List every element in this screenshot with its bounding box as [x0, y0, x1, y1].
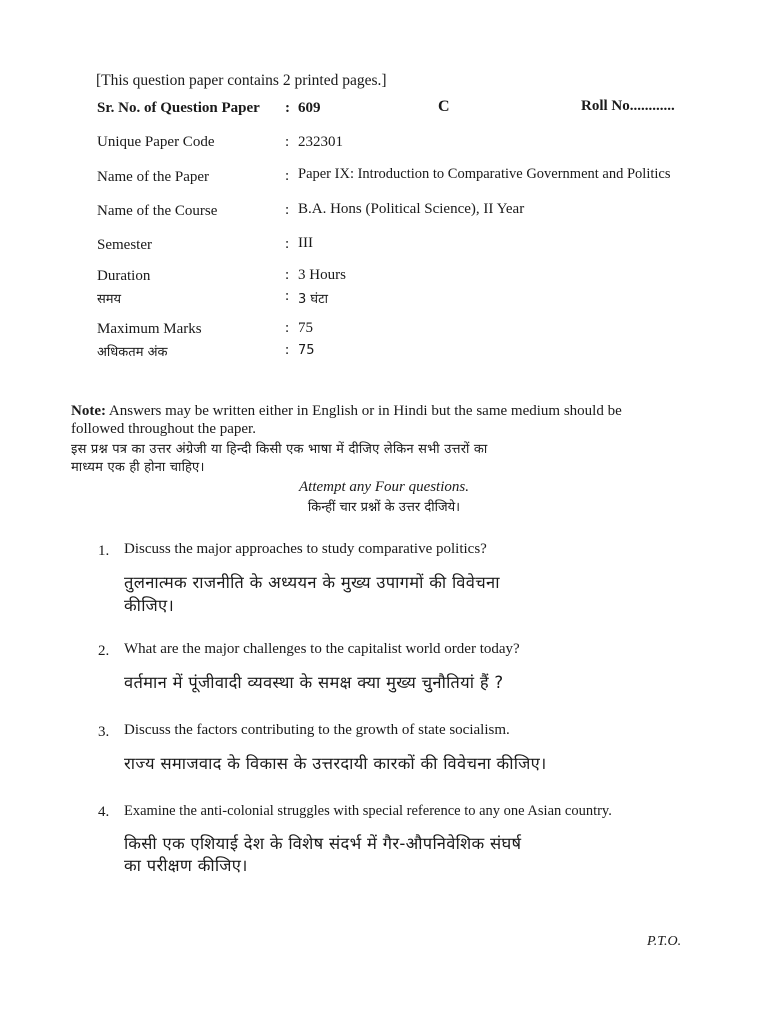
question-hindi-line-1: वर्तमान में पूंजीवादी व्यवस्था के समक्ष क्या मुख्य चुनौतियां हैं ?	[124, 673, 504, 692]
note-line-1	[71, 403, 622, 420]
note-line-2: followed throughout the paper.	[71, 421, 256, 437]
detail-colon: :	[285, 288, 290, 304]
detail-label: Name of the Paper	[97, 169, 210, 185]
detail-label-hindi: अधिकतम अंक	[97, 345, 168, 360]
detail-colon: :	[285, 320, 290, 336]
detail-label: Semester	[97, 237, 152, 253]
detail-label-hindi: समय	[97, 292, 122, 307]
question-number: 2.	[98, 643, 110, 659]
question-hindi-line-1: राज्य समाजवाद के विकास के उत्तरदायी कारकों की विवेचना कीजिए।	[124, 754, 547, 773]
detail-colon: :	[285, 267, 290, 283]
detail-label: Name of the Course	[97, 203, 218, 219]
instruction-hindi: किन्हीं चार प्रश्नों के उत्तर दीजिये।	[307, 500, 461, 515]
question-number: 4.	[98, 804, 110, 820]
detail-colon: :	[285, 342, 290, 358]
question-hindi-line-1: तुलनात्मक राजनीति के अध्ययन के मुख्य उपागमों की विवेचना	[124, 573, 500, 592]
sr-no-value: 609	[298, 100, 321, 116]
max-marks-value: 75	[298, 320, 313, 336]
question-english: What are the major challenges to the capitalist world order today?	[124, 641, 520, 657]
course-name: B.A. Hons (Political Science), II Year	[298, 201, 525, 217]
note-text: Answers may be written either in English or in Hindi but the same medium should be	[105, 403, 622, 419]
pto-marker: P.T.O.	[647, 934, 682, 949]
detail-colon: :	[285, 202, 290, 218]
max-marks-value-hindi: 75	[298, 343, 315, 358]
question-hindi-line-2: का परीक्षण कीजिए।	[124, 856, 248, 875]
roll-no: Roll No............	[581, 98, 675, 114]
note-hindi-line-2: माध्यम एक ही होना चाहिए।	[71, 460, 205, 475]
semester-value: III	[298, 235, 313, 251]
unique-paper-code: 232301	[298, 134, 343, 150]
duration-value-hindi: 3 घंटा	[298, 292, 329, 307]
set-code: C	[438, 98, 450, 115]
detail-label: Maximum Marks	[97, 321, 202, 337]
question-number: 1.	[98, 543, 110, 559]
question-english: Discuss the factors contributing to the growth of state socialism.	[124, 722, 510, 738]
detail-colon: :	[285, 168, 290, 184]
question-hindi-line-1: किसी एक एशियाई देश के विशेष संदर्भ में गैर-औपनिवेशिक संघर्ष	[124, 834, 522, 853]
detail-colon: :	[285, 236, 290, 252]
detail-colon: :	[285, 134, 290, 150]
detail-label: Unique Paper Code	[97, 134, 215, 150]
question-number: 3.	[98, 724, 110, 740]
question-english: Examine the anti-colonial struggles with special reference to any one Asian country.	[124, 803, 612, 819]
duration-value: 3 Hours	[298, 267, 346, 283]
note-hindi-line-1: इस प्रश्न पत्र का उत्तर अंग्रेजी या हिन्दी किसी एक भाषा में दीजिए लेकिन सभी उत्तरों का	[71, 442, 488, 457]
printed-pages-note: [This question paper contains 2 printed pages.]	[96, 72, 387, 89]
paper-name: Paper IX: Introduction to Comparative Government and Politics	[298, 166, 671, 182]
detail-label: Duration	[97, 268, 151, 284]
sr-no-colon: :	[285, 100, 290, 116]
question-english: Discuss the major approaches to study comparative politics?	[124, 541, 487, 557]
note-label: Note:	[71, 403, 106, 419]
instruction-english: Attempt any Four questions.	[299, 479, 469, 495]
question-hindi-line-2: कीजिए।	[124, 596, 175, 615]
sr-no-label: Sr. No. of Question Paper	[97, 100, 260, 116]
